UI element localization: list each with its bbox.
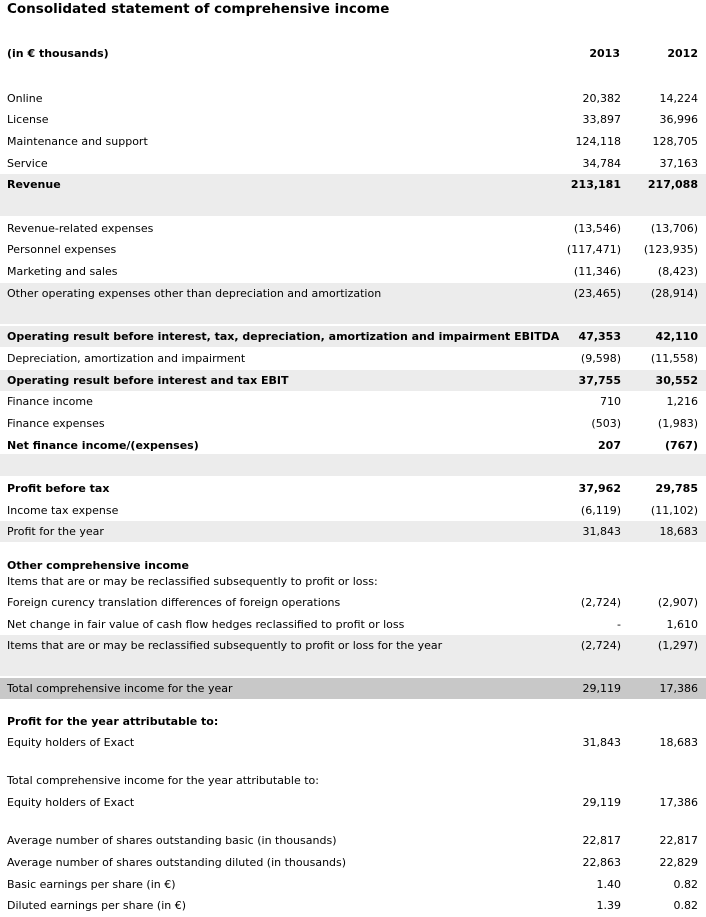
row-label: Equity holders of Exact — [7, 736, 135, 749]
value-2013: (11,346) — [573, 265, 621, 278]
row-label: Average number of shares outstanding diluted (in thousands) — [7, 856, 347, 869]
value-2013: 37,962 — [578, 482, 621, 495]
value-2012: 1,216 — [666, 395, 698, 408]
row-label: Personnel expenses — [7, 243, 117, 256]
row-label: Items that are or may be reclassified subsequently to profit or loss for the year — [7, 639, 443, 652]
row-label: Profit for the year — [7, 525, 104, 538]
value-2012: 217,088 — [647, 178, 698, 191]
table-row — [0, 521, 706, 542]
value-2013: 33,897 — [582, 113, 621, 126]
value-2013: 1.40 — [596, 878, 621, 891]
value-2013: 29,119 — [582, 682, 621, 695]
row-label: Revenue-related expenses — [7, 222, 154, 235]
table-row — [0, 109, 706, 130]
row-label: Profit before tax — [7, 482, 110, 495]
table-row — [0, 852, 706, 873]
row-label: Basic earnings per share (in €) — [7, 878, 176, 891]
row-label: Online — [7, 92, 43, 105]
value-2012: (11,558) — [650, 352, 698, 365]
value-2012: (13,706) — [650, 222, 698, 235]
value-2013: 124,118 — [575, 135, 621, 148]
value-2012: 0.82 — [673, 878, 698, 891]
section-spacer — [0, 454, 706, 476]
table-row — [0, 635, 706, 656]
row-label: Average number of shares outstanding basic (in thousands) — [7, 834, 337, 847]
table-row — [0, 895, 706, 916]
value-2012: (28,914) — [650, 287, 698, 300]
row-label: Income tax expense — [7, 504, 119, 517]
table-row — [0, 283, 706, 304]
row-label: Total comprehensive income for the year — [7, 682, 233, 695]
row-label: Other comprehensive income — [7, 559, 189, 572]
table-row — [0, 571, 706, 592]
units-header: (in € thousands) — [7, 47, 109, 60]
table-row — [0, 88, 706, 109]
row-label: Total comprehensive income for the year attributable to: — [7, 774, 319, 787]
value-2012: 30,552 — [655, 374, 698, 387]
table-row — [0, 792, 706, 813]
section-spacer — [0, 656, 706, 676]
table-row — [0, 592, 706, 613]
statement-title: Consolidated statement of comprehensive income — [7, 1, 390, 17]
value-2012: 37,163 — [659, 157, 698, 170]
value-2012: 1,610 — [666, 618, 698, 631]
value-2013: (2,724) — [580, 596, 621, 609]
value-2013: 710 — [600, 395, 621, 408]
table-row — [0, 174, 706, 195]
row-label: Items that are or may be reclassified subsequently to profit or loss: — [7, 575, 378, 588]
table-row — [0, 261, 706, 282]
value-2012: (11,102) — [650, 504, 698, 517]
row-label: Diluted earnings per share (in €) — [7, 899, 187, 912]
value-2013: 213,181 — [570, 178, 621, 191]
table-row — [0, 678, 706, 699]
value-2012: (8,423) — [657, 265, 698, 278]
row-label: Finance income — [7, 395, 93, 408]
year-2013-header: 2013 — [589, 47, 620, 60]
table-row — [0, 218, 706, 239]
value-2013: 207 — [598, 439, 621, 452]
value-2012: (123,935) — [643, 243, 698, 256]
row-label: Marketing and sales — [7, 265, 118, 278]
value-2013: 47,353 — [578, 330, 621, 343]
value-2012: 36,996 — [659, 113, 698, 126]
row-label: Net finance income/(expenses) — [7, 439, 199, 452]
value-2013: (2,724) — [580, 639, 621, 652]
row-label: Profit for the year attributable to: — [7, 715, 219, 728]
value-2013: 34,784 — [582, 157, 621, 170]
value-2013: (9,598) — [580, 352, 621, 365]
table-row — [0, 874, 706, 895]
value-2012: 17,386 — [659, 796, 698, 809]
table-row — [0, 239, 706, 260]
value-2013: (503) — [591, 417, 621, 430]
value-2013: (117,471) — [566, 243, 621, 256]
value-2013: (23,465) — [573, 287, 621, 300]
table-row — [0, 348, 706, 369]
value-2012: (767) — [664, 439, 698, 452]
table-row — [0, 413, 706, 434]
value-2013: 31,843 — [582, 736, 621, 749]
table-row — [0, 770, 706, 791]
table-row — [0, 153, 706, 174]
row-label: Equity holders of Exact — [7, 796, 135, 809]
value-2013: 22,863 — [582, 856, 621, 869]
table-row — [0, 711, 706, 732]
value-2013: 20,382 — [582, 92, 621, 105]
value-2013: 31,843 — [582, 525, 621, 538]
value-2012: 18,683 — [659, 736, 698, 749]
table-row — [0, 370, 706, 391]
row-label: Finance expenses — [7, 417, 105, 430]
table-row — [0, 435, 706, 456]
table-row — [0, 500, 706, 521]
row-label: Net change in fair value of cash flow hedges reclassified to profit or loss — [7, 618, 405, 631]
value-2013: - — [617, 618, 621, 631]
value-2012: 14,224 — [659, 92, 698, 105]
value-2012: 0.82 — [673, 899, 698, 912]
value-2013: (13,546) — [573, 222, 621, 235]
row-label: Operating result before interest, tax, depreciation, amortization and impairment EBITDA — [7, 330, 560, 343]
table-row — [0, 614, 706, 635]
row-label: Other operating expenses other than depreciation and amortization — [7, 287, 382, 300]
row-label: Depreciation, amortization and impairment — [7, 352, 246, 365]
value-2012: (1,297) — [657, 639, 698, 652]
section-spacer — [0, 302, 706, 324]
value-2012: 42,110 — [655, 330, 698, 343]
year-2012-header: 2012 — [667, 47, 698, 60]
value-2012: 29,785 — [655, 482, 698, 495]
row-label: Service — [7, 157, 48, 170]
value-2012: 18,683 — [659, 525, 698, 538]
row-label: Revenue — [7, 178, 61, 191]
value-2013: 29,119 — [582, 796, 621, 809]
table-row — [0, 732, 706, 753]
table-row — [0, 830, 706, 851]
table-row — [0, 391, 706, 412]
section-spacer — [0, 195, 706, 216]
row-label: Foreign curency translation differences of foreign operations — [7, 596, 341, 609]
value-2012: 22,829 — [659, 856, 698, 869]
value-2013: 22,817 — [582, 834, 621, 847]
row-label: Operating result before interest and tax EBIT — [7, 374, 289, 387]
value-2012: 17,386 — [659, 682, 698, 695]
value-2013: 1.39 — [596, 899, 621, 912]
row-label: License — [7, 113, 49, 126]
row-label: Maintenance and support — [7, 135, 148, 148]
table-row — [0, 131, 706, 152]
value-2012: (2,907) — [657, 596, 698, 609]
value-2013: 37,755 — [578, 374, 621, 387]
value-2012: 128,705 — [652, 135, 698, 148]
value-2012: (1,983) — [657, 417, 698, 430]
table-row — [0, 478, 706, 499]
value-2013: (6,119) — [580, 504, 621, 517]
table-row — [0, 326, 706, 347]
value-2012: 22,817 — [659, 834, 698, 847]
